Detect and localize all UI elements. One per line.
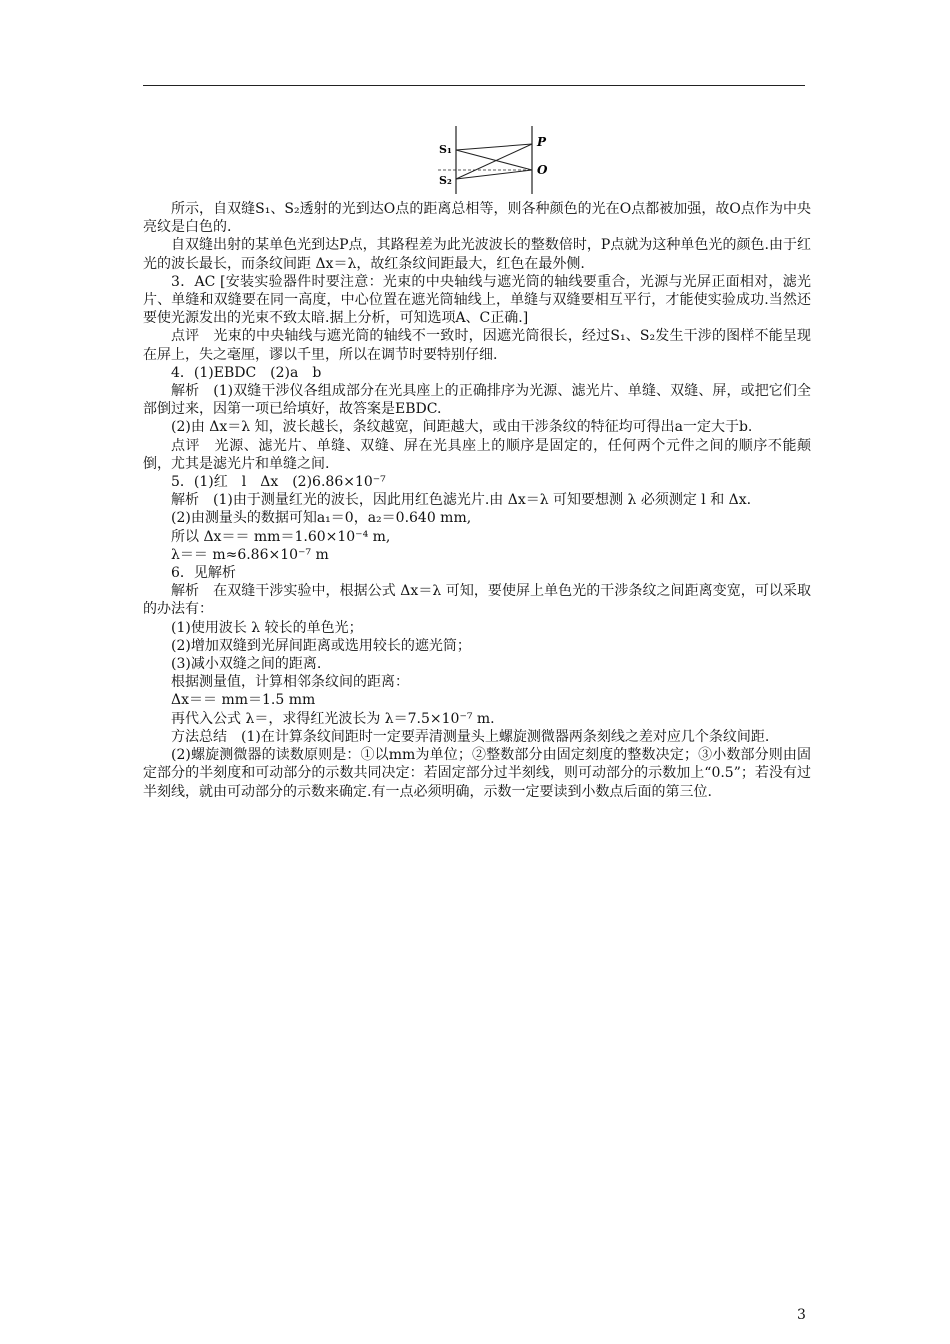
paragraph: 4．(1)EBDC (2)a b xyxy=(171,364,322,381)
paragraph: 6．见解析 xyxy=(171,565,236,582)
paragraph: 根据测量值，计算相邻条纹间的距离： xyxy=(171,674,409,691)
paragraph: (2)增加双缝到光屏间距离或选用较长的遮光筒； xyxy=(171,637,471,654)
answer-content xyxy=(143,200,811,801)
ray-s1-o xyxy=(456,150,532,170)
double-slit-figure xyxy=(436,124,560,196)
paragraph: (2)由测量头的数据可知a₁＝0，a₂＝0.640 mm, xyxy=(171,510,472,527)
paragraph: 所示，自双缝S₁、S₂透射的光到达O点的距离总相等，则各种颜色的光在O点都被加强，故O点作为中央亮纹是白色的. xyxy=(143,201,811,236)
paragraph: 点评 光束的中央轴线与遮光筒的轴线不一致时，因遮光筒很长，经过S₁、S₂发生干涉的图样不能呈现在屏上，失之毫厘，谬以千里，所以在调节时要特别仔细. xyxy=(143,328,811,363)
paragraph: (2)螺旋测微器的读数原则是：①以mm为单位；②整数部分由固定刻度的整数决定；③小数部分则由固定部分的半刻度和可动部分的示数共同决定：若固定部分过半刻线，则可动部分的示数加上“0.5”；若没有过半刻线，就由可动部分的示数来确定.有一点必须明确，示数一定要读到小数点后面的第三位. xyxy=(143,747,811,800)
paragraph: (3)减小双缝之间的距离. xyxy=(171,656,322,673)
paragraph: 点评 光源、滤光片、单缝、双缝、屏在光具座上的顺序是固定的，任何两个元件之间的顺序不能颠倒，尤其是滤光片和单缝之间. xyxy=(143,437,811,472)
label-o: O xyxy=(537,163,548,177)
paragraph: (2)由 Δx＝λ 知，波长越长，条纹越宽，间距越大，或由干涉条纹的特征均可得出a一定大于b. xyxy=(171,419,753,436)
paragraph: Δx＝＝ mm＝1.5 mm xyxy=(171,692,316,709)
paragraph: 解析 (1)由于测量红光的波长，因此用红色滤光片.由 Δx＝λ 可知要想测 λ 必须测定 l 和 Δx. xyxy=(171,492,752,509)
label-s1: S₁ xyxy=(439,143,452,156)
page-number: 3 xyxy=(797,1307,806,1323)
paragraph: 方法总结 (1)在计算条纹间距时一定要弄清测量头上螺旋测微器两条刻线之差对应几个条纹间距. xyxy=(171,728,770,745)
ray-s2-o xyxy=(456,170,532,179)
paragraph: λ＝＝ m≈6.86×10⁻⁷ m xyxy=(171,546,329,563)
paragraph: (1)使用波长 λ 较长的单色光； xyxy=(171,619,363,636)
paragraph: 解析 在双缝干涉实验中，根据公式 Δx＝λ 可知，要使屏上单色光的干涉条纹之间距离变宽，可以采取的办法有： xyxy=(143,583,811,618)
paragraph: 解析 (1)双缝干涉仪各组成部分在光具座上的正确排序为光源、滤光片、单缝、双缝、屏，或把它们全部倒过来，因第一项已给填好，故答案是EBDC. xyxy=(143,383,811,418)
paragraph: 再代入公式 λ＝，求得红光波长为 λ＝7.5×10⁻⁷ m. xyxy=(171,710,495,727)
paragraph: 所以 Δx＝＝ mm＝1.60×10⁻⁴ m, xyxy=(171,528,391,545)
header-rule xyxy=(143,85,805,86)
paragraph: 3．AC [安装实验器件时要注意：光束的中央轴线与遮光筒的轴线要重合，光源与光屏正面相对，滤光片、单缝和双缝要在同一高度，中心位置在遮光筒轴线上，单缝与双缝要相互平行，才能使实验成功.当然还要使光源发出的光束不致太暗.据上分析，可知选项A、C正确.] xyxy=(143,273,811,327)
paragraph: 5．(1)红 l Δx (2)6.86×10⁻⁷ xyxy=(171,474,386,491)
label-p: P xyxy=(537,135,547,149)
label-s2: S₂ xyxy=(439,174,452,187)
paragraph: 自双缝出射的某单色光到达P点，其路程差为此光波波长的整数倍时，P点就为这种单色光的颜色.由于红光的波长最长，而条纹间距 Δx＝λ，故红条纹间距最大，红色在最外侧. xyxy=(143,237,811,272)
